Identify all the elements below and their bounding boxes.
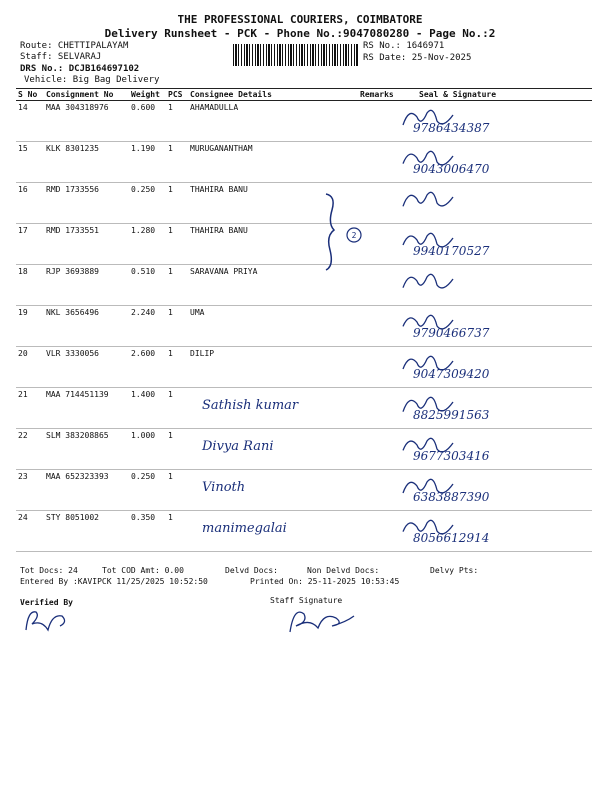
- row-consignee: AHAMADULLA: [188, 101, 358, 142]
- row-seal-signature: [393, 511, 592, 552]
- signature-scribble: [399, 267, 459, 297]
- handwritten-phone: 8056612914: [413, 531, 490, 545]
- company-title: THE PROFESSIONAL COURIERS, COIMBATORE: [177, 13, 423, 26]
- table-row: [16, 183, 592, 224]
- row-weight: 0.510: [129, 265, 166, 306]
- row-sno: 16: [16, 183, 44, 224]
- rs-date: RS Date: 25-Nov-2025: [363, 53, 472, 63]
- row-pcs: 1: [166, 142, 188, 183]
- col-consignment: Consignment No: [44, 89, 129, 101]
- row-weight: 0.250: [129, 470, 166, 511]
- handwritten-phone: 9790466737: [413, 326, 490, 340]
- table-row: [16, 142, 592, 183]
- row-sno: 14: [16, 101, 44, 142]
- table-row: [16, 265, 592, 306]
- tot-docs: Tot Docs: 24: [20, 566, 78, 575]
- row-consignment-no: KLK 8301235: [44, 142, 129, 183]
- table-row: [16, 101, 592, 142]
- row-consignment-no: VLR 3330056: [44, 347, 129, 388]
- runsheet-table: [16, 88, 592, 552]
- handwritten-phone: 9940170527: [413, 244, 490, 258]
- row-consignment-no: MAA 714451139: [44, 388, 129, 429]
- col-pcs: PCS: [166, 89, 188, 101]
- row-sno: 19: [16, 306, 44, 347]
- row-consignment-no: RMD 1733551: [44, 224, 129, 265]
- row-pcs: 1: [166, 388, 188, 429]
- row-seal-signature: [393, 183, 592, 224]
- row-pcs: 1: [166, 511, 188, 552]
- row-pcs: 1: [166, 265, 188, 306]
- row-consignee: UMA: [188, 306, 358, 347]
- printed-on: Printed On: 25-11-2025 10:53:45: [250, 577, 400, 586]
- row-consignee: THAHIRA BANU: [188, 183, 358, 224]
- row-consignee: [188, 429, 358, 470]
- row-pcs: 1: [166, 306, 188, 347]
- row-consignment-no: STY 8051002: [44, 511, 129, 552]
- row-pcs: 1: [166, 470, 188, 511]
- row-seal-signature: [393, 265, 592, 306]
- row-consignment-no: MAA 304318976: [44, 101, 129, 142]
- row-sno: 24: [16, 511, 44, 552]
- row-seal-signature: [393, 388, 592, 429]
- staff-label: Staff: SELVARAJ: [20, 52, 102, 62]
- row-remarks: [358, 388, 393, 429]
- row-remarks: [358, 429, 393, 470]
- row-consignee: MURUGANANTHAM: [188, 142, 358, 183]
- row-weight: 1.000: [129, 429, 166, 470]
- row-consignee: SARAVANA PRIYA: [188, 265, 358, 306]
- tot-cod: Tot COD Amt: 0.00: [102, 566, 184, 575]
- handwritten-name: Divya Rani: [202, 439, 274, 454]
- entered-by: Entered By :KAVIPCK 11/25/2025 10:52:50: [20, 577, 208, 586]
- row-weight: 2.240: [129, 306, 166, 347]
- remarks-mark: 2: [351, 231, 357, 240]
- row-remarks: [358, 347, 393, 388]
- row-consignment-no: RMD 1733556: [44, 183, 129, 224]
- row-seal-signature: [393, 224, 592, 265]
- row-pcs: 1: [166, 183, 188, 224]
- row-weight: 0.350: [129, 511, 166, 552]
- staff-signature: [284, 602, 364, 636]
- row-sno: 15: [16, 142, 44, 183]
- row-weight: 1.190: [129, 142, 166, 183]
- delvy-pts: Delvy Pts:: [430, 566, 479, 575]
- row-sno: 21: [16, 388, 44, 429]
- table-row: [16, 429, 592, 470]
- handwritten-phone: 8825991563: [413, 408, 490, 422]
- row-weight: 0.600: [129, 101, 166, 142]
- row-weight: 2.600: [129, 347, 166, 388]
- barcode: [233, 44, 358, 66]
- bracket-mark: [316, 190, 376, 276]
- row-consignee: DILIP: [188, 347, 358, 388]
- route-label: Route: CHETTIPALAYAM: [20, 41, 129, 51]
- handwritten-phone: 9043006470: [413, 162, 490, 176]
- handwritten-phone: 9677303416: [413, 449, 490, 463]
- row-seal-signature: [393, 347, 592, 388]
- signature-scribble: [399, 185, 459, 215]
- staff-signature-label: Staff Signature: [270, 596, 343, 605]
- row-pcs: 1: [166, 101, 188, 142]
- row-remarks: [358, 470, 393, 511]
- col-consignee: Consignee Details: [188, 89, 358, 101]
- row-remarks: [358, 142, 393, 183]
- row-consignment-no: SLM 383208865: [44, 429, 129, 470]
- row-sno: 20: [16, 347, 44, 388]
- row-sno: 22: [16, 429, 44, 470]
- vehicle-label: Vehicle: Big Bag Delivery: [24, 75, 160, 85]
- row-weight: 0.250: [129, 183, 166, 224]
- row-consignment-no: NKL 3656496: [44, 306, 129, 347]
- row-consignee: THAHIRA BANU: [188, 224, 358, 265]
- row-consignment-no: MAA 652323393: [44, 470, 129, 511]
- row-pcs: 1: [166, 224, 188, 265]
- non-delvd-docs: Non Delvd Docs:: [307, 566, 380, 575]
- verifier-signature: [22, 602, 82, 636]
- table-row: [16, 511, 592, 552]
- row-seal-signature: [393, 429, 592, 470]
- handwritten-phone: 9047309420: [413, 367, 490, 381]
- table-header: [16, 89, 592, 101]
- col-remarks: Remarks: [360, 90, 394, 99]
- verified-by-label: Verified By: [20, 598, 73, 607]
- row-sno: 17: [16, 224, 44, 265]
- runsheet-subtitle: Delivery Runsheet - PCK - Phone No.:9047080280 - Page No.:2: [104, 27, 496, 40]
- row-pcs: 1: [166, 429, 188, 470]
- handwritten-name: Sathish kumar: [202, 398, 299, 413]
- row-consignee: [188, 470, 358, 511]
- delvd-docs: Delvd Docs:: [225, 566, 278, 575]
- table-row: [16, 306, 592, 347]
- row-seal-signature: [393, 470, 592, 511]
- row-seal-signature: [393, 101, 592, 142]
- handwritten-name: Vinoth: [202, 480, 246, 495]
- row-sno: 18: [16, 265, 44, 306]
- handwritten-phone: 9786434387: [413, 121, 490, 135]
- col-sno: S No: [16, 89, 44, 101]
- handwritten-phone: 6383887390: [413, 490, 490, 504]
- row-consignee: [188, 511, 358, 552]
- row-pcs: 1: [166, 347, 188, 388]
- table-row: [16, 470, 592, 511]
- row-consignee: [188, 388, 358, 429]
- row-weight: 1.280: [129, 224, 166, 265]
- col-weight: Weight: [129, 89, 166, 101]
- row-seal-signature: [393, 306, 592, 347]
- row-remarks: [358, 101, 393, 142]
- row-seal-signature: [393, 142, 592, 183]
- row-remarks: [358, 306, 393, 347]
- row-remarks: [358, 511, 393, 552]
- row-sno: 23: [16, 470, 44, 511]
- handwritten-name: manimegalai: [202, 521, 287, 536]
- col-signature: Seal & Signature: [393, 89, 592, 101]
- table-row: [16, 347, 592, 388]
- drs-number: DRS No.: DCJB164697102: [20, 64, 140, 74]
- row-consignment-no: RJP 3693889: [44, 265, 129, 306]
- table-row: [16, 388, 592, 429]
- rs-number: RS No.: 1646971: [363, 41, 445, 51]
- row-weight: 1.400: [129, 388, 166, 429]
- table-row: [16, 224, 592, 265]
